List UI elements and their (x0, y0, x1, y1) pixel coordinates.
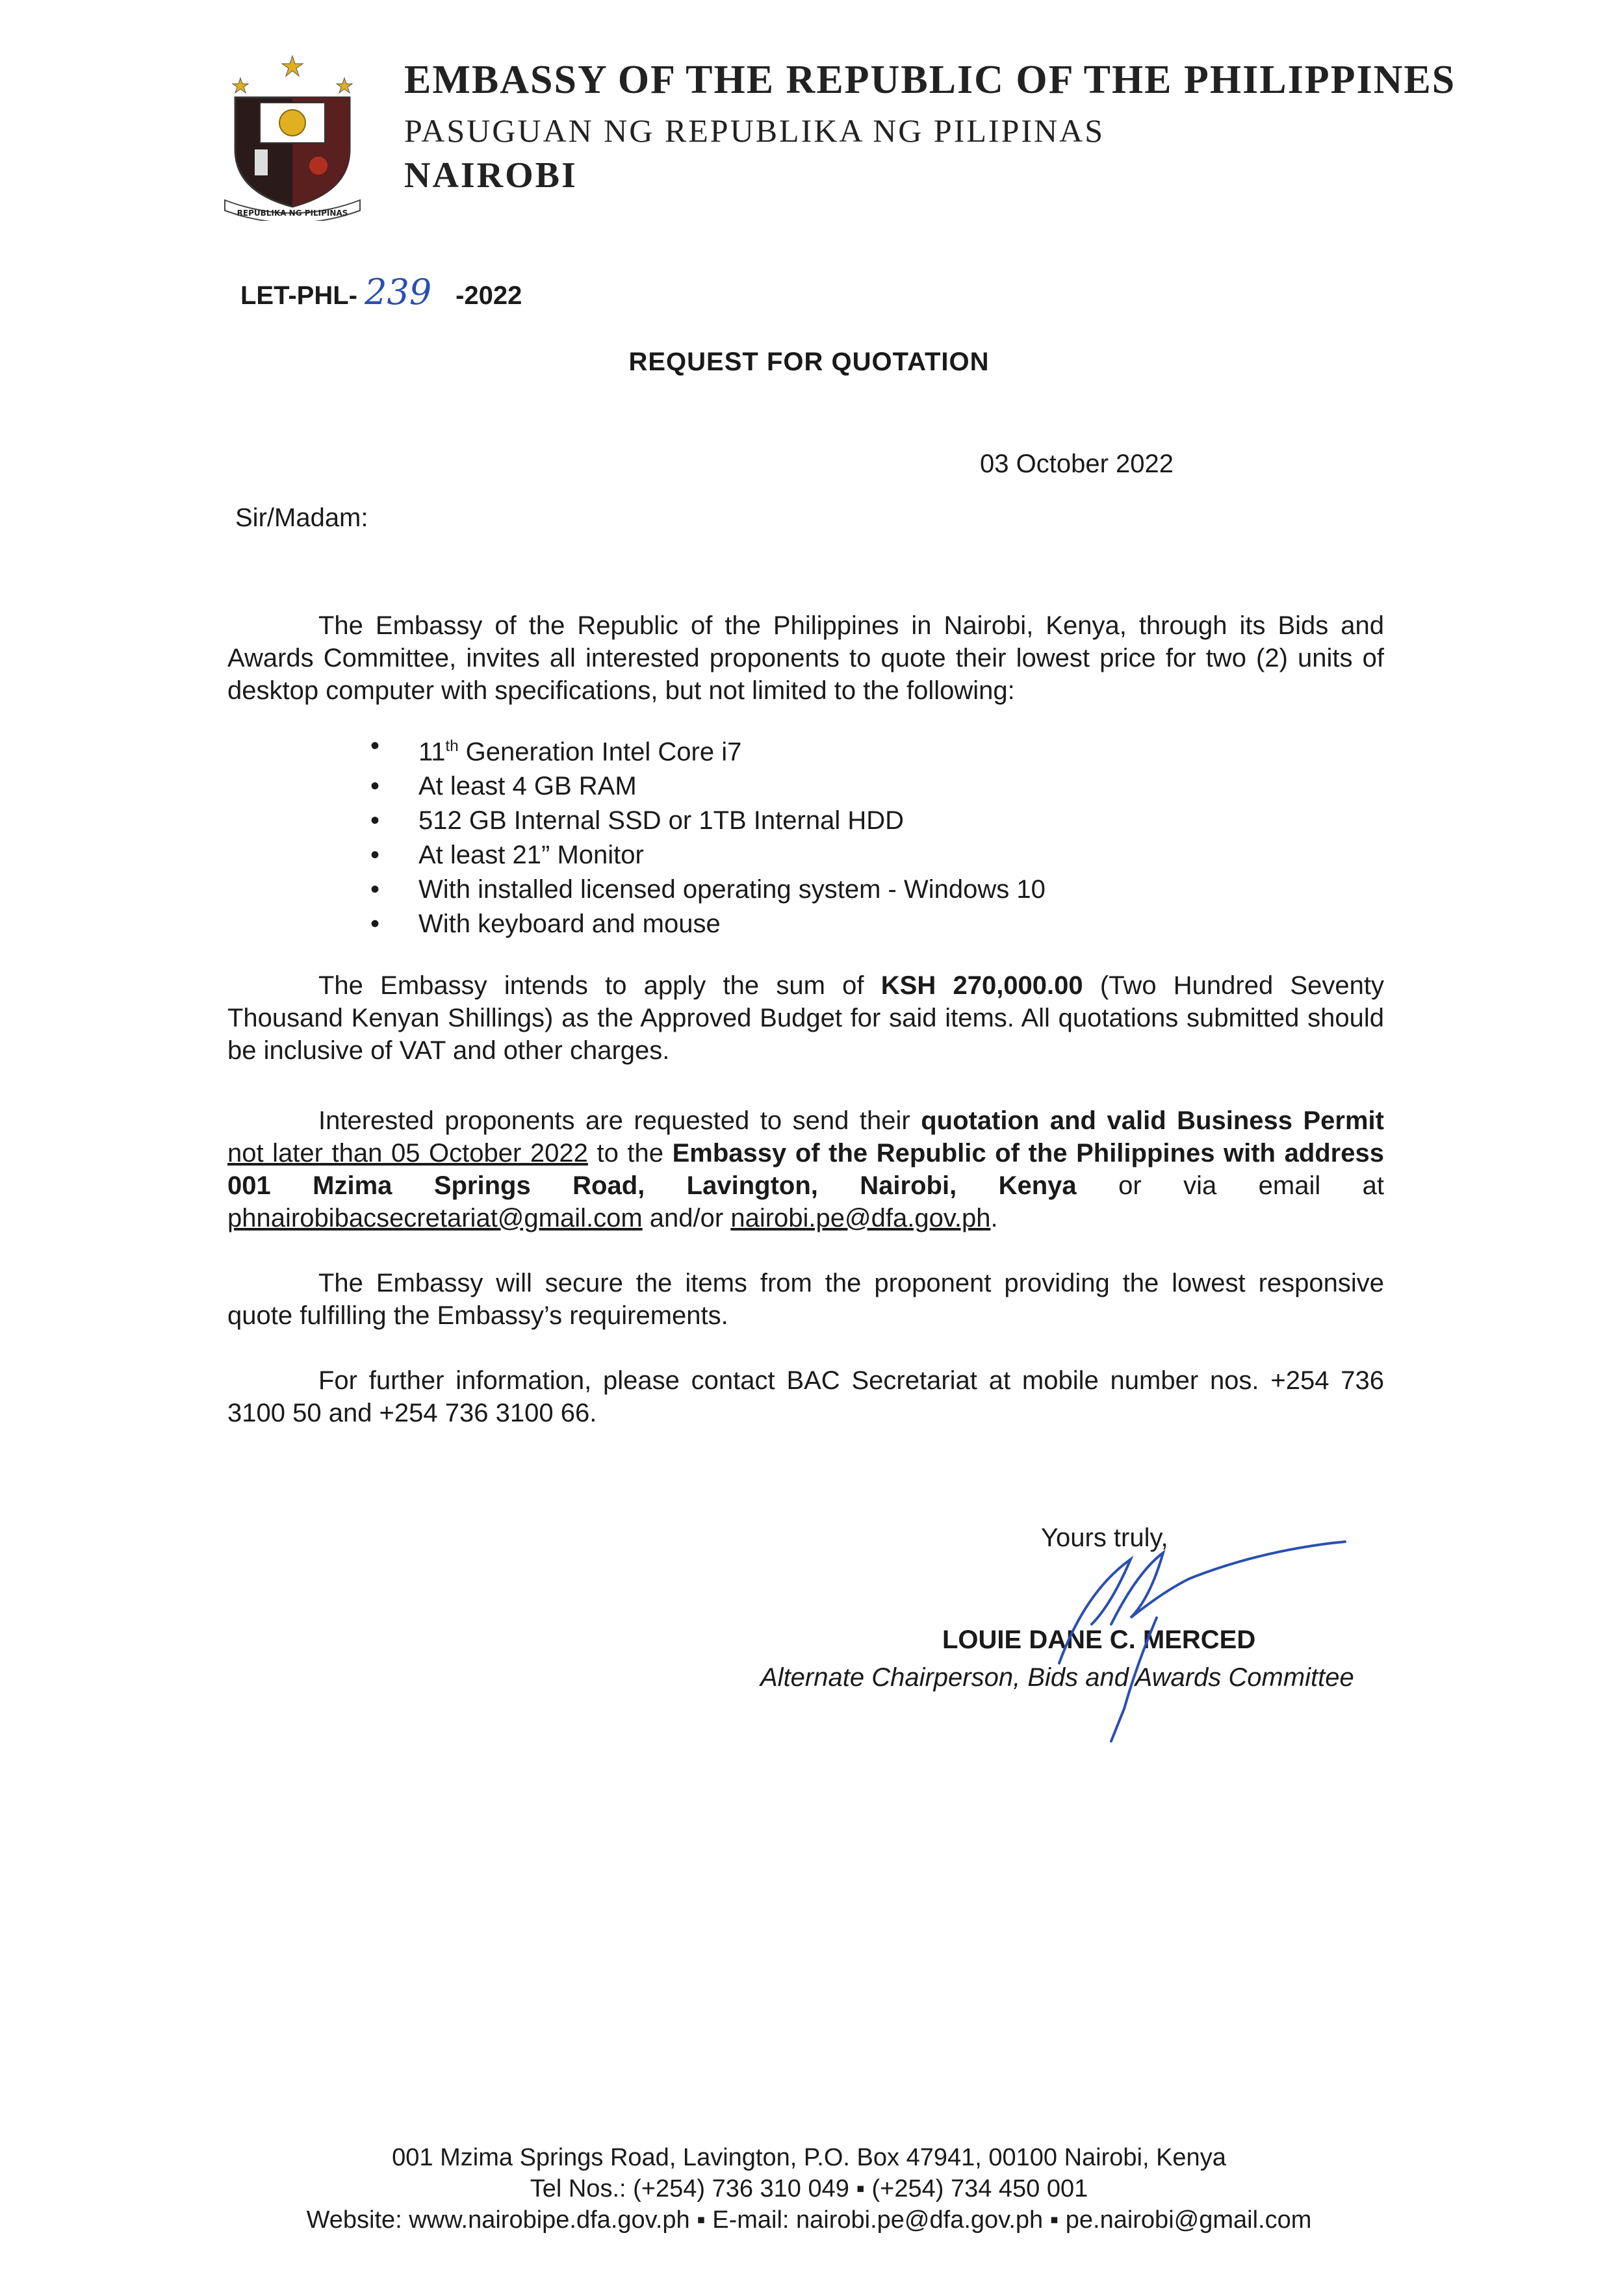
reference-prefix: LET-PHL- (240, 281, 357, 310)
embassy-email-link[interactable]: nairobi.pe@dfa.gov.ph (730, 1204, 991, 1232)
submission-deadline: not later than 05 October 2022 (227, 1139, 588, 1167)
embassy-seal-icon (221, 52, 364, 221)
list-item: • At least 21” Monitor (364, 838, 1046, 873)
svg-text:REPUBLIKA NG PILIPINAS: REPUBLIKA NG PILIPINAS (237, 209, 348, 218)
list-item: • 11th Generation Intel Core i7 (364, 729, 1046, 769)
signer-title: Alternate Chairperson, Bids and Awards Committee (760, 1663, 1354, 1692)
document-title: REQUEST FOR QUOTATION (628, 348, 990, 376)
reference-suffix: -2022 (456, 281, 522, 310)
letterhead-embassy-name: EMBASSY OF THE REPUBLIC OF THE PHILIPPINES (404, 58, 1456, 102)
budget-paragraph: The Embassy intends to apply the sum of KSH 270,000.00 (Two Hundred Seventy Thousand Kenyan Shillings) as the Approved Budget for said items. All quotations submitted should be inclusive of VAT and other charges. (227, 971, 1384, 1065)
list-item: • With installed licensed operating system - Windows 10 (364, 873, 1046, 907)
contact-paragraph: For further information, please contact BAC Secretariat at mobile number nos. +254 736 3100 50 and +254 736 3100 66. (227, 1366, 1384, 1427)
reference-handwritten-number: 239 (365, 272, 432, 313)
list-item: • 512 GB Internal SSD or 1TB Internal HDD (364, 804, 1046, 838)
budget-amount: KSH 270,000.00 (880, 971, 1083, 1000)
bac-email-link[interactable]: phnairobibacsecretariat@gmail.com (227, 1204, 643, 1232)
intro-text: The Embassy of the Republic of the Philippines in Nairobi, Kenya, through its Bids and Awards Committee, invites all interested proponents to quote their lowest price for two (2) units of desktop computer with specifications, but not limited to the following: (227, 611, 1384, 705)
list-item: • With keyboard and mouse (364, 907, 1046, 941)
specification-list (364, 729, 1046, 941)
salutation: Sir/Madam: (235, 504, 368, 532)
intro-paragraph (227, 609, 1384, 707)
letterhead-city: NAIROBI (404, 155, 578, 196)
handwritten-signature (916, 1514, 1371, 1748)
list-item: • At least 4 GB RAM (364, 769, 1046, 804)
letterhead-embassy-name-filipino: PASUGUAN NG REPUBLIKA NG PILIPINAS (404, 112, 1105, 149)
footer-address: 001 Mzima Springs Road, Lavington, P.O. Box 47941, 00100 Nairobi, Kenya (392, 2144, 1226, 2171)
submission-paragraph: Interested proponents are requested to send their quotation and valid Business Permit not later than 05 October 2022 to the Embassy of the Republic of the Philippines with address 001 Mzima Springs Road, Lavington, Nairobi, Kenya or via email at phnairobibacsecretariat@gmail.com and/or nairobi.pe@dfa.gov.ph. (227, 1106, 1384, 1232)
closing: Yours truly, (1041, 1524, 1168, 1552)
reference-number (240, 272, 522, 313)
signer-name: LOUIE DANE C. MERCED (942, 1626, 1256, 1654)
footer-web-email: Website: www.nairobipe.dfa.gov.ph ▪ E-mail: nairobi.pe@dfa.gov.ph ▪ pe.nairobi@gmail.com (306, 2206, 1312, 2234)
letter-date: 03 October 2022 (980, 450, 1174, 478)
award-paragraph: The Embassy will secure the items from the proponent providing the lowest responsive quote fulfilling the Embassy’s requirements. (227, 1269, 1384, 1330)
footer-telephone: Tel Nos.: (+254) 736 310 049 ▪ (+254) 734 450 001 (530, 2175, 1088, 2202)
